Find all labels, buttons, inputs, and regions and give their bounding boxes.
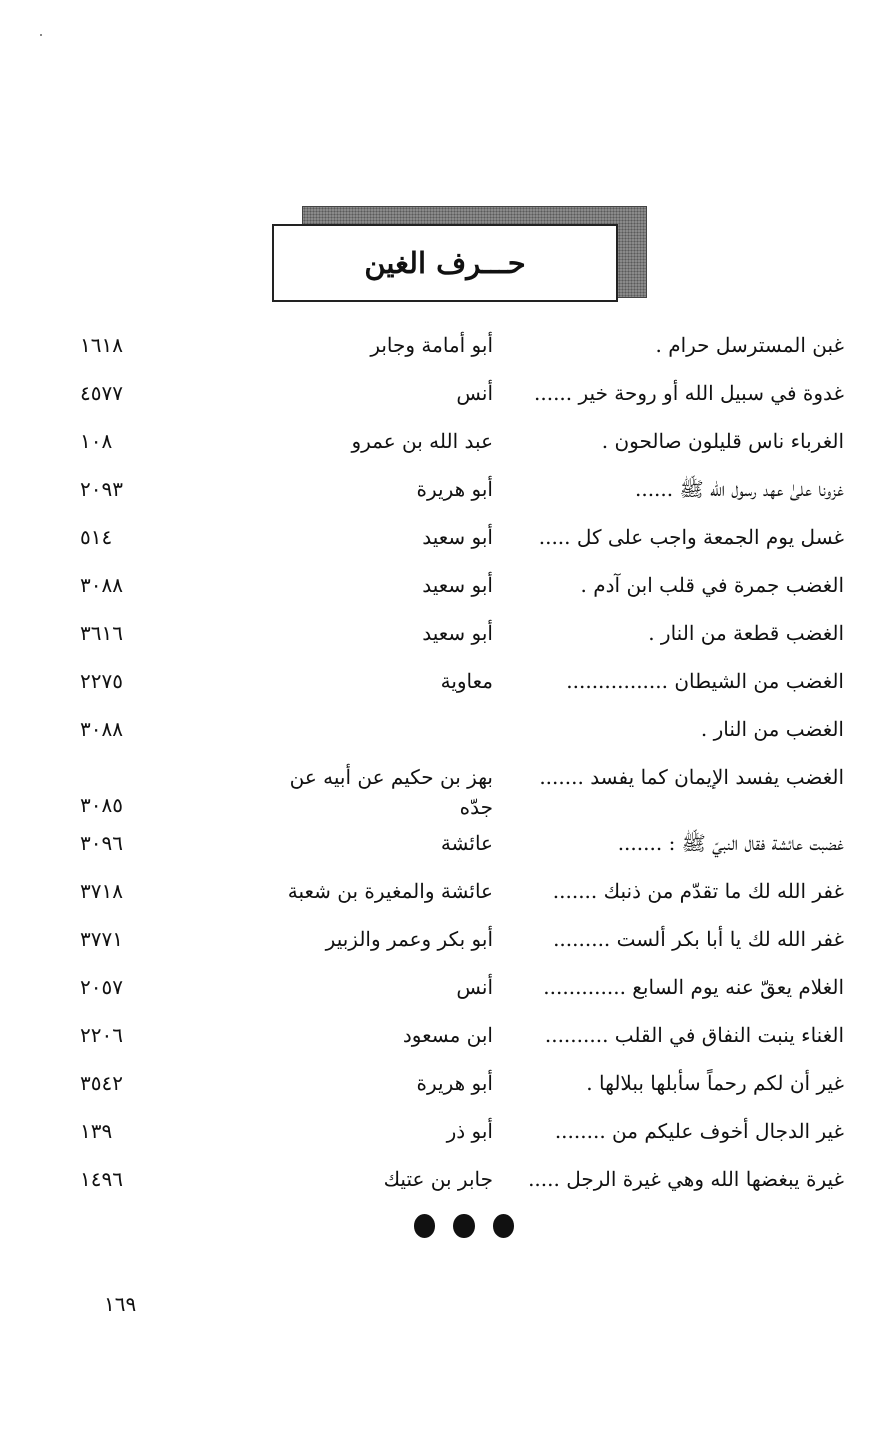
entry-number: ٣٠٨٨ [80, 717, 123, 741]
entry-phrase: غفر الله لك يا أبا بكر ألست ......... [553, 927, 844, 951]
entry-phrase: الغضب يفسد الإيمان كما يفسد ....... [539, 765, 844, 789]
entry-number: ٢٠٥٧ [80, 975, 123, 999]
entry-number: ١٠٨ [80, 429, 113, 453]
entry-phrase: غسل يوم الجمعة واجب على كل ..... [538, 525, 844, 549]
entry-number: ٣٠٨٥ [80, 793, 123, 817]
entry-phrase: غزونا علىٰ عهد رسول الله ﷺ ...... [634, 477, 844, 501]
entry-narrator: أبو ذر [446, 1119, 493, 1143]
entry-narrator: عبد الله بن عمرو [351, 429, 493, 453]
entry-phrase: غدوة في سبيل الله أو روحة خير ...... [534, 381, 844, 405]
page-number: ١٦٩ [104, 1292, 137, 1316]
entry-phrase: الغضب جمرة في قلب ابن آدم . [580, 573, 844, 597]
entry-number: ٣٧٧١ [80, 927, 123, 951]
entry-phrase: الغضب قطعة من النار . [648, 621, 844, 645]
entry-narrator: أبو هريرة [416, 477, 493, 501]
entry-number: ٣٠٨٨ [80, 573, 123, 597]
entry-narrator: أبو بكر وعمر والزبير [325, 927, 493, 951]
entry-number: ٢٢٠٦ [80, 1023, 123, 1047]
entry-phrase: غيرة يبغضها الله وهي غيرة الرجل ..... [528, 1167, 844, 1191]
section-title: حـــرف الغين [364, 246, 526, 280]
entry-phrase: غفر الله لك ما تقدّم من ذنبك ....... [552, 879, 844, 903]
entry-number: ٢٠٩٣ [80, 477, 123, 501]
entry-phrase: الغضب من النار . [700, 717, 844, 741]
entry-number: ١٤٩٦ [80, 1167, 123, 1191]
entry-number: ٤٥٧٧ [80, 381, 123, 405]
entry-phrase: الغلام يعقّ عنه يوم السابع ............. [543, 975, 844, 999]
ornament-dot-icon [493, 1214, 514, 1238]
entry-narrator: أبو سعيد [422, 573, 493, 597]
entry-number: ٣٦١٦ [80, 621, 123, 645]
section-end-ornament [414, 1214, 514, 1240]
entry-number: ٢٢٧٥ [80, 669, 123, 693]
entry-narrator: معاوية [440, 669, 493, 693]
entry-narrator: أبو سعيد [422, 621, 493, 645]
entry-number: ١٣٩ [80, 1119, 113, 1143]
scan-speck [40, 34, 42, 36]
entry-narrator: عائشة [440, 831, 493, 855]
entry-narrator: عائشة والمغيرة بن شعبة [287, 879, 493, 903]
entry-narrator: بهز بن حكيم عن أبيه عن جدّه [289, 765, 493, 819]
entry-phrase: غير الدجال أخوف عليكم من ........ [554, 1119, 844, 1143]
entry-narrator: جابر بن عتيك [383, 1167, 493, 1191]
entry-number: ٥١٤ [80, 525, 113, 549]
entry-phrase: غير أن لكم رحماً سأبلها ببلالها . [586, 1071, 844, 1095]
entry-phrase: الغرباء ناس قليلون صالحون . [601, 429, 844, 453]
entry-phrase: الغضب من الشيطان ................ [566, 669, 844, 693]
entry-narrator: أبو أمامة وجابر [370, 333, 493, 357]
entry-narrator: أنس [456, 975, 493, 999]
entry-phrase: الغناء ينبت النفاق في القلب .......... [544, 1023, 844, 1047]
entry-number: ٣٥٤٢ [80, 1071, 123, 1095]
entry-narrator: أبو سعيد [422, 525, 493, 549]
entry-phrase: غضبت عائشة فقال النبيّ ﷺ : ....... [617, 831, 844, 855]
ornament-dot-icon [453, 1214, 474, 1238]
entry-narrator: أنس [456, 381, 493, 405]
section-header [272, 224, 618, 302]
entry-number: ١٦١٨ [80, 333, 123, 357]
entry-phrase: غبن المسترسل حرام . [655, 333, 844, 357]
entry-narrator: أبو هريرة [416, 1071, 493, 1095]
entry-number: ٣٧١٨ [80, 879, 123, 903]
entry-narrator: ابن مسعود [402, 1023, 493, 1047]
entry-number: ٣٠٩٦ [80, 831, 123, 855]
ornament-dot-icon [414, 1214, 435, 1238]
